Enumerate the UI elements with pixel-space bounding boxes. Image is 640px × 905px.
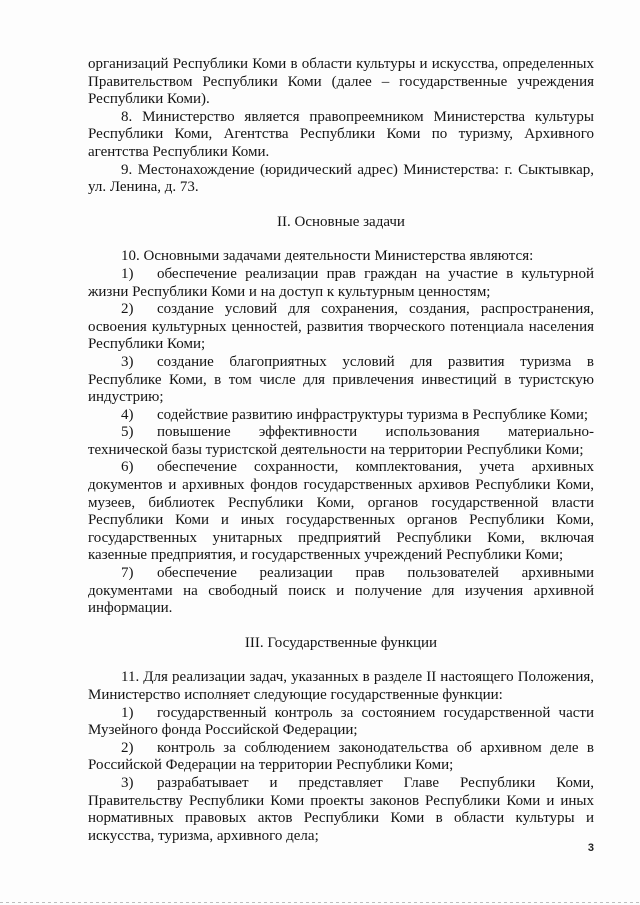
- item-number: 2): [121, 739, 134, 756]
- item-text: обеспечение реализации прав граждан на участие в культурной жизни Республики Коми и на доступ к культурным ценностям;: [88, 265, 594, 300]
- item-text: повышение эффективности использования материально-технической базы туристской деятельности на территории Республики Коми;: [88, 424, 594, 458]
- document-body: [88, 56, 594, 845]
- item-number: 3): [121, 353, 134, 370]
- section-3-item-3: [88, 775, 594, 845]
- page-number: 3: [587, 842, 594, 854]
- item-number: 7): [121, 565, 134, 582]
- item-text: создание условий для сохранения, создания, распространения, освоения культурных ценностей, развития творческого потенциала населения Республики Коми;: [88, 301, 594, 353]
- item-text: создание благоприятных условий для развития туризма в Республике Коми, в том числе для привлечения инвестиций в туристскую индустрию;: [88, 353, 594, 406]
- item-text: содействие развитию инфраструктуры туризма в Республике Коми;: [157, 406, 589, 423]
- section-2-item-3: [88, 354, 594, 407]
- paragraph-continuation: организаций Республики Коми в области культуры и искусства, определенных Правительством Республики Коми (далее – государственные учреждения Республики Коми).: [88, 56, 594, 108]
- section-2-item-6: [88, 459, 594, 565]
- scan-edge-divider: [0, 902, 640, 903]
- section-2-item-5: [88, 424, 594, 459]
- section-2-item-4: [88, 407, 594, 425]
- paragraph-9: 9. Местонахождение (юридический адрес) Министерства: г. Сыктывкар, ул. Ленина, д. 73.: [88, 161, 594, 196]
- section-2-intro: 10. Основными задачами деятельности Министерства являются:: [121, 248, 534, 265]
- item-number: 3): [121, 774, 134, 791]
- item-text: контроль за соблюдением законодательства об архивном деле в Российской Федерации на территории Республики Коми;: [88, 739, 594, 774]
- item-number: 1): [121, 265, 134, 282]
- item-number: 1): [121, 704, 134, 721]
- section-3-item-2: [88, 740, 594, 775]
- item-text: разрабатывает и представляет Главе Республики Коми, Правительству Республики Коми проекты законов Республики Коми и иных нормативных правовых актов Республики Коми в области культуры и искусства, туризма, архивного дела;: [88, 774, 594, 844]
- item-text: обеспечение сохранности, комплектования, учета архивных документов и архивных фондов государственных архивов Республики Коми, музеев, библиотек Республики Коми, органов государственной власти Республики Коми и иных государственных органов Республики Коми, государственных унитарных предприятий Республики Коми, включая казенные предприятия, и государственных учреждений Республики Коми;: [88, 459, 594, 564]
- item-number: 2): [121, 301, 134, 318]
- item-number: 5): [121, 424, 134, 441]
- section-2-item-7: [88, 565, 594, 618]
- section-3-intro: 11. Для реализации задач, указанных в разделе II настоящего Положения, Министерство исполняет следующие государственные функции:: [88, 669, 594, 703]
- item-text: государственный контроль за состоянием государственной части Музейного фонда Российской Федерации;: [88, 704, 594, 739]
- section-2-item-1: [88, 266, 594, 301]
- paragraph-8: 8. Министерство является правопреемником Министерства культуры Республики Коми, Агентства Республики Коми по туризму, Архивного агентства Республики Коми.: [88, 108, 594, 160]
- section-2-item-2: [88, 301, 594, 354]
- section-2-title: II. Основные задачи: [277, 213, 405, 230]
- item-number: 6): [121, 459, 134, 476]
- section-3-item-1: [88, 705, 594, 740]
- item-number: 4): [121, 406, 134, 423]
- section-3-title: III. Государственные функции: [244, 634, 438, 651]
- item-text: обеспечение реализации прав пользователей архивными документами на свободный поиск и получение для изучения архивной информации.: [88, 565, 594, 617]
